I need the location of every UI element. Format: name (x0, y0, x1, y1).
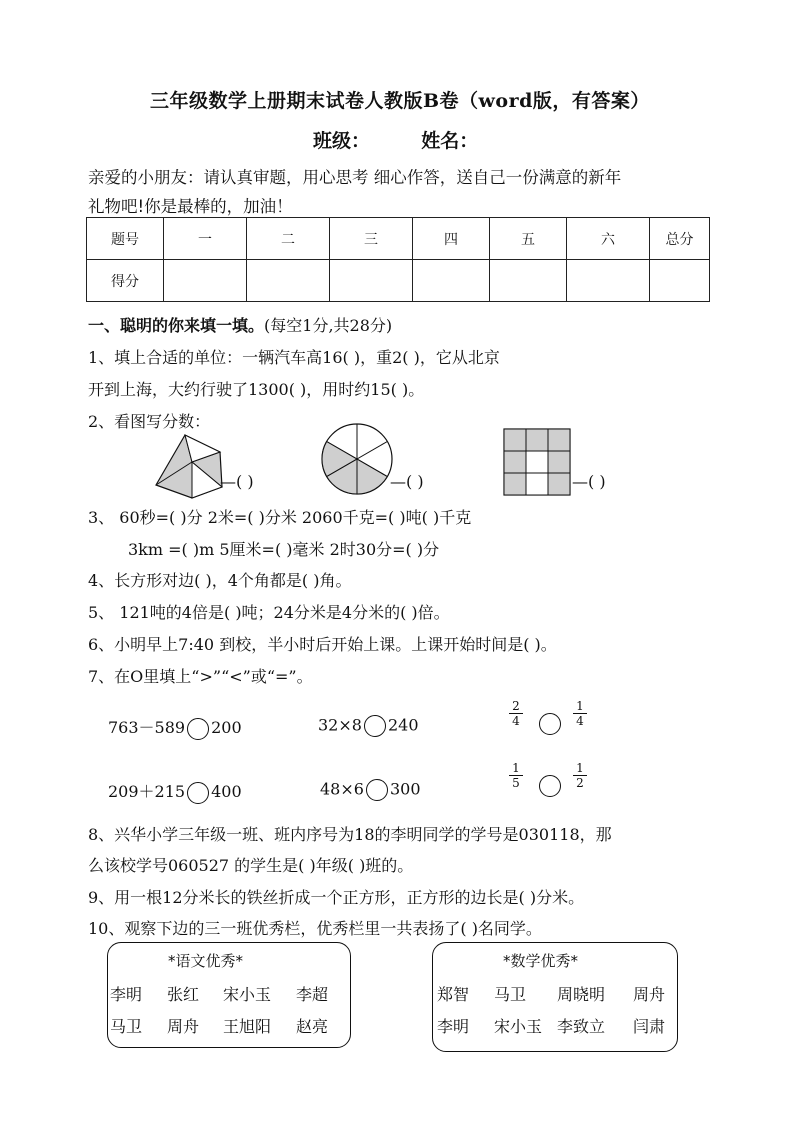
table-header-cell: 六 (567, 218, 650, 260)
student-name: 马卫 (110, 1017, 143, 1036)
compare-right: 200 (211, 718, 242, 737)
table-header-cell: 五 (490, 218, 567, 260)
score-cell[interactable] (567, 260, 650, 302)
compare-left: 209＋215 (108, 782, 186, 801)
denominator: 2 (576, 776, 584, 790)
compare-circle[interactable] (539, 713, 561, 735)
question-3-line-2: 3km =( )m 5厘米=( )毫米 2时30分=( )分 (128, 540, 440, 559)
pentagon-answer[interactable]: —( ) (220, 472, 254, 491)
circle-answer[interactable]: —( ) (390, 472, 424, 491)
compare-right: 240 (387, 715, 419, 735)
fraction (509, 761, 523, 790)
score-cell[interactable] (413, 260, 490, 302)
score-table (86, 217, 710, 302)
class-label: 班级： (313, 130, 371, 152)
section-1-heading (88, 313, 392, 336)
compare-left: 48×6 (320, 779, 364, 799)
fraction (573, 761, 587, 790)
compare-right: 400 (211, 782, 242, 801)
question-2: 2、看图写分数： (88, 412, 211, 431)
grid-answer[interactable]: —( ) (572, 472, 606, 491)
student-name: 宋小玉 (223, 985, 272, 1004)
student-name: 李致立 (557, 1017, 606, 1036)
score-cell[interactable] (330, 260, 413, 302)
compare-right: 300 (389, 779, 421, 799)
math-honor-title: *数学优秀* (503, 952, 579, 970)
class-name-line (313, 126, 478, 153)
compare-item (320, 779, 421, 801)
student-name: 李明 (110, 985, 143, 1004)
compare-item (108, 779, 242, 804)
score-cell[interactable] (164, 260, 247, 302)
student-name: 周晓明 (557, 985, 606, 1004)
question-8-line-2: 么该校学号060527 的学生是( )年级( )班的。 (88, 856, 414, 875)
student-name: 郑智 (437, 985, 470, 1004)
question-6: 6、小明早上7:40 到校，半小时后开始上课。上课开始时间是( )。 (88, 635, 557, 654)
question-5: 5、 121吨的4倍是( )吨；24分米是4分米的( )倍。 (88, 603, 450, 622)
compare-circle[interactable] (364, 715, 386, 737)
table-header-cell: 总分 (650, 218, 710, 260)
chinese-honor-title: *语文优秀* (168, 952, 244, 970)
question-7: 7、在O里填上“>”“<”或“=”。 (88, 667, 313, 686)
question-1-line-2: 开到上海，大约行驶了1300( )，用时约15( )。 (88, 380, 425, 399)
score-cell[interactable] (247, 260, 330, 302)
fraction (573, 699, 587, 728)
compare-circle[interactable] (187, 718, 209, 740)
question-10: 10、观察下边的三一班优秀栏，优秀栏里一共表扬了( )名同学。 (88, 919, 542, 938)
table-header-cell: 三 (330, 218, 413, 260)
compare-left: 32×8 (318, 715, 362, 735)
pentagon-figure (150, 432, 230, 502)
table-header-cell: 四 (413, 218, 490, 260)
table-header-cell: 题号 (87, 218, 164, 260)
section-title: 一、聪明的你来填一填。 (88, 316, 265, 335)
score-cell[interactable] (490, 260, 567, 302)
numerator: 1 (509, 761, 523, 776)
table-row-label: 得分 (87, 260, 164, 302)
compare-circle[interactable] (187, 782, 209, 804)
student-name: 周舟 (633, 985, 666, 1004)
table-header-cell: 一 (164, 218, 247, 260)
question-1-line-1: 1、填上合适的单位：一辆汽车高16( )，重2( )，它从北京 (88, 348, 500, 367)
student-name: 宋小玉 (494, 1017, 543, 1036)
denominator: 5 (512, 776, 520, 790)
student-name: 周舟 (167, 1017, 200, 1036)
circle-figure (320, 422, 400, 502)
question-9: 9、用一根12分米长的铁丝折成一个正方形，正方形的边长是( )分米。 (88, 888, 585, 907)
student-name: 李明 (437, 1017, 470, 1036)
student-name: 马卫 (494, 985, 527, 1004)
student-name: 李超 (296, 985, 329, 1004)
student-name: 赵亮 (296, 1017, 329, 1036)
compare-circle[interactable] (366, 779, 388, 801)
numerator: 1 (573, 699, 587, 714)
intro-line-1: 亲爱的小朋友：请认真审题，用心思考 细心作答，送自己一份满意的新年 (88, 168, 622, 187)
grid-figure (503, 428, 573, 496)
compare-circle[interactable] (539, 775, 561, 797)
question-8-line-1: 8、兴华小学三年级一班、班内序号为18的李明同学的学号是030118，那 (88, 825, 612, 844)
section-subtitle: (每空1分,共28分) (264, 316, 393, 335)
student-name: 张红 (167, 985, 200, 1004)
score-cell[interactable] (650, 260, 710, 302)
compare-left: 763－589 (108, 718, 186, 737)
fraction (509, 699, 523, 728)
intro-line-2: 礼物吧!你是最棒的，加油！ (88, 197, 293, 216)
compare-item (108, 715, 242, 740)
question-4: 4、长方形对边( )，4个角都是( )角。 (88, 571, 352, 590)
question-3-line-1: 3、 60秒=( )分 2米=( )分米 2060千克=( )吨( )千克 (88, 508, 472, 527)
numerator: 1 (573, 761, 587, 776)
student-name: 闫肃 (633, 1017, 666, 1036)
table-header-cell: 二 (247, 218, 330, 260)
numerator: 2 (509, 699, 523, 714)
compare-item (318, 715, 419, 737)
name-label: 姓名： (421, 130, 479, 152)
page-title: 三年级数学上册期末试卷人教版B卷（word版，有答案） (150, 90, 650, 112)
student-name: 王旭阳 (223, 1017, 272, 1036)
denominator: 4 (576, 714, 584, 728)
denominator: 4 (512, 714, 520, 728)
